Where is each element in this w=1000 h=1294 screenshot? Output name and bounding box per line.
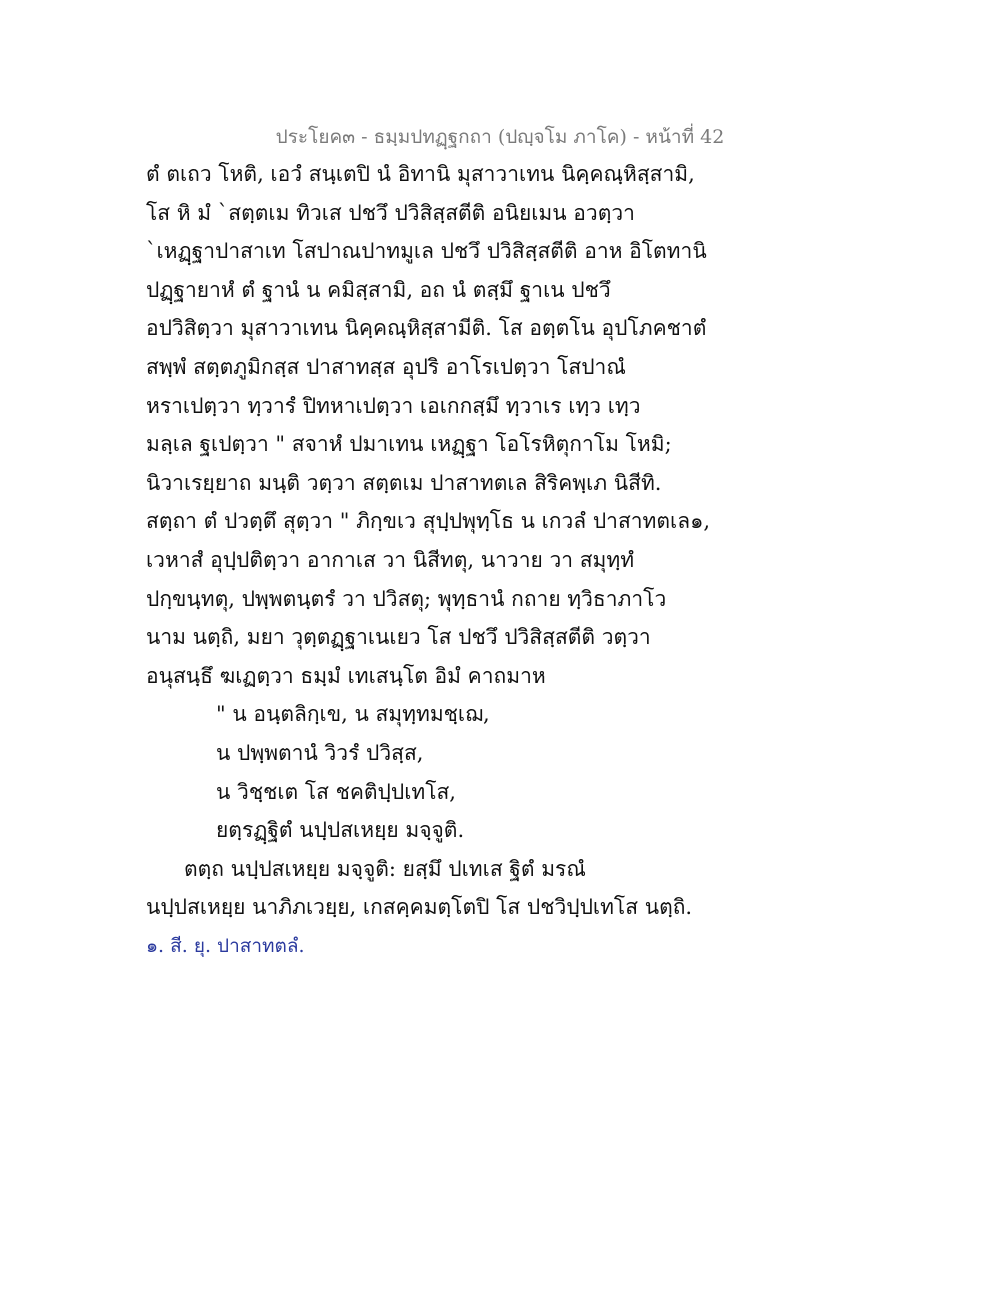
text-line: โส หิ มํ `สตฺตเม ทิวเส ปชวึ ปวิสิสฺสตีติ อนิยเมน อวตฺวา <box>146 200 635 225</box>
text-line: `เหฏฺฐาปาสาเท โสปาณปาทมูเล ปชวึ ปวิสิสฺสตีติ อาห อิโตทานิ <box>146 239 707 264</box>
commentary-line: ตตฺถ นปฺปสเหยฺย มจฺจูติ: ยสฺมึ ปเทเส ฐิตํ มรณํ <box>184 856 586 881</box>
verse-line: น วิชฺชเต โส ชคติปฺปเทโส, <box>216 779 456 804</box>
verse-line: ยตฺรฏฺฐิตํ นปฺปสเหยฺย มจฺจูติ. <box>216 818 465 843</box>
text-line: สพฺพํ สตฺตภูมิกสฺส ปาสาทสฺส อุปริ อาโรเปตฺวา โสปาณํ <box>146 354 626 379</box>
text-line: เวหาสํ อุปฺปติตฺวา อากาเส วา นิสีทตุ, นาวาย วา สมุทฺทํ <box>146 547 635 572</box>
verse-line: " น อนฺตลิกฺเข, น สมุทฺทมชฺเฌ, <box>216 702 490 727</box>
text-line: มลฺเล ฐเปตฺวา " สจาหํ ปมาเทน เหฏฺฐา โอโรหิตุกาโม โหมิ; <box>146 432 672 457</box>
text-line: สตฺถา ตํ ปวตฺตึ สุตฺวา " ภิกฺขเว สุปฺปพุทฺโธ น เกวลํ ปาสาทตเล๑, <box>146 509 711 534</box>
text-line: หราเปตฺวา ทฺวารํ ปิทหาเปตฺวา เอเกกสฺมึ ทฺวาเร เทฺว เทฺว <box>146 393 641 418</box>
text-line: ปกฺขนฺทตุ, ปพฺพตนฺตรํ วา ปวิสตุ; พุทฺธานํ กถาย ทฺวิธาภาโว <box>146 586 667 611</box>
commentary-line: นปฺปสเหยฺย นาภิภเวยฺย, เกสคฺคมตฺโตปิ โส ปชวิปฺปเทโส นตฺถิ. <box>146 895 693 920</box>
page-header <box>0 122 1000 152</box>
text-line: นิวาเรยฺยาถ มนฺติ วตฺวา สตฺตเม ปาสาทตเล สิริคพฺเภ นิสีทิ. <box>146 470 662 495</box>
text-line: อปวิสิตฺวา มุสาวาเทน นิคฺคณฺหิสฺสามีติ. โส อตฺตโน อุปโภคชาตํ <box>146 316 707 341</box>
verse-line: น ปพฺพตานํ วิวรํ ปวิสฺส, <box>216 740 424 765</box>
text-line: นาม นตฺถิ, มยา วุตฺตฏฺฐาเนเยว โส ปชวึ ปวิสิสฺสตีติ วตฺวา <box>146 625 651 650</box>
text-line: อนุสนฺธึ ฆเฏตฺวา ธมฺมํ เทเสนฺโต อิมํ คาถมาห <box>146 663 546 688</box>
text-line: ตํ ตเถว โหติ, เอวํ สนฺเตปิ นํ อิทานิ มุสาวาเทน นิคฺคณฺหิสฺสามิ, <box>146 162 695 186</box>
page-header-text: ประโยค๓ - ธมฺมปทฏฺฐกถา (ปญฺจโม ภาโค) - หน้าที่ 42 <box>275 126 725 148</box>
body-text <box>146 155 711 965</box>
footnote: ๑. สี. ยุ. ปาสาทตลํ. <box>146 934 305 957</box>
text-line: ปฏฺฐายาหํ ตํ ฐานํ น คมิสฺสามิ, อถ นํ ตสฺมึ ฐาเน ปชวึ <box>146 277 611 302</box>
